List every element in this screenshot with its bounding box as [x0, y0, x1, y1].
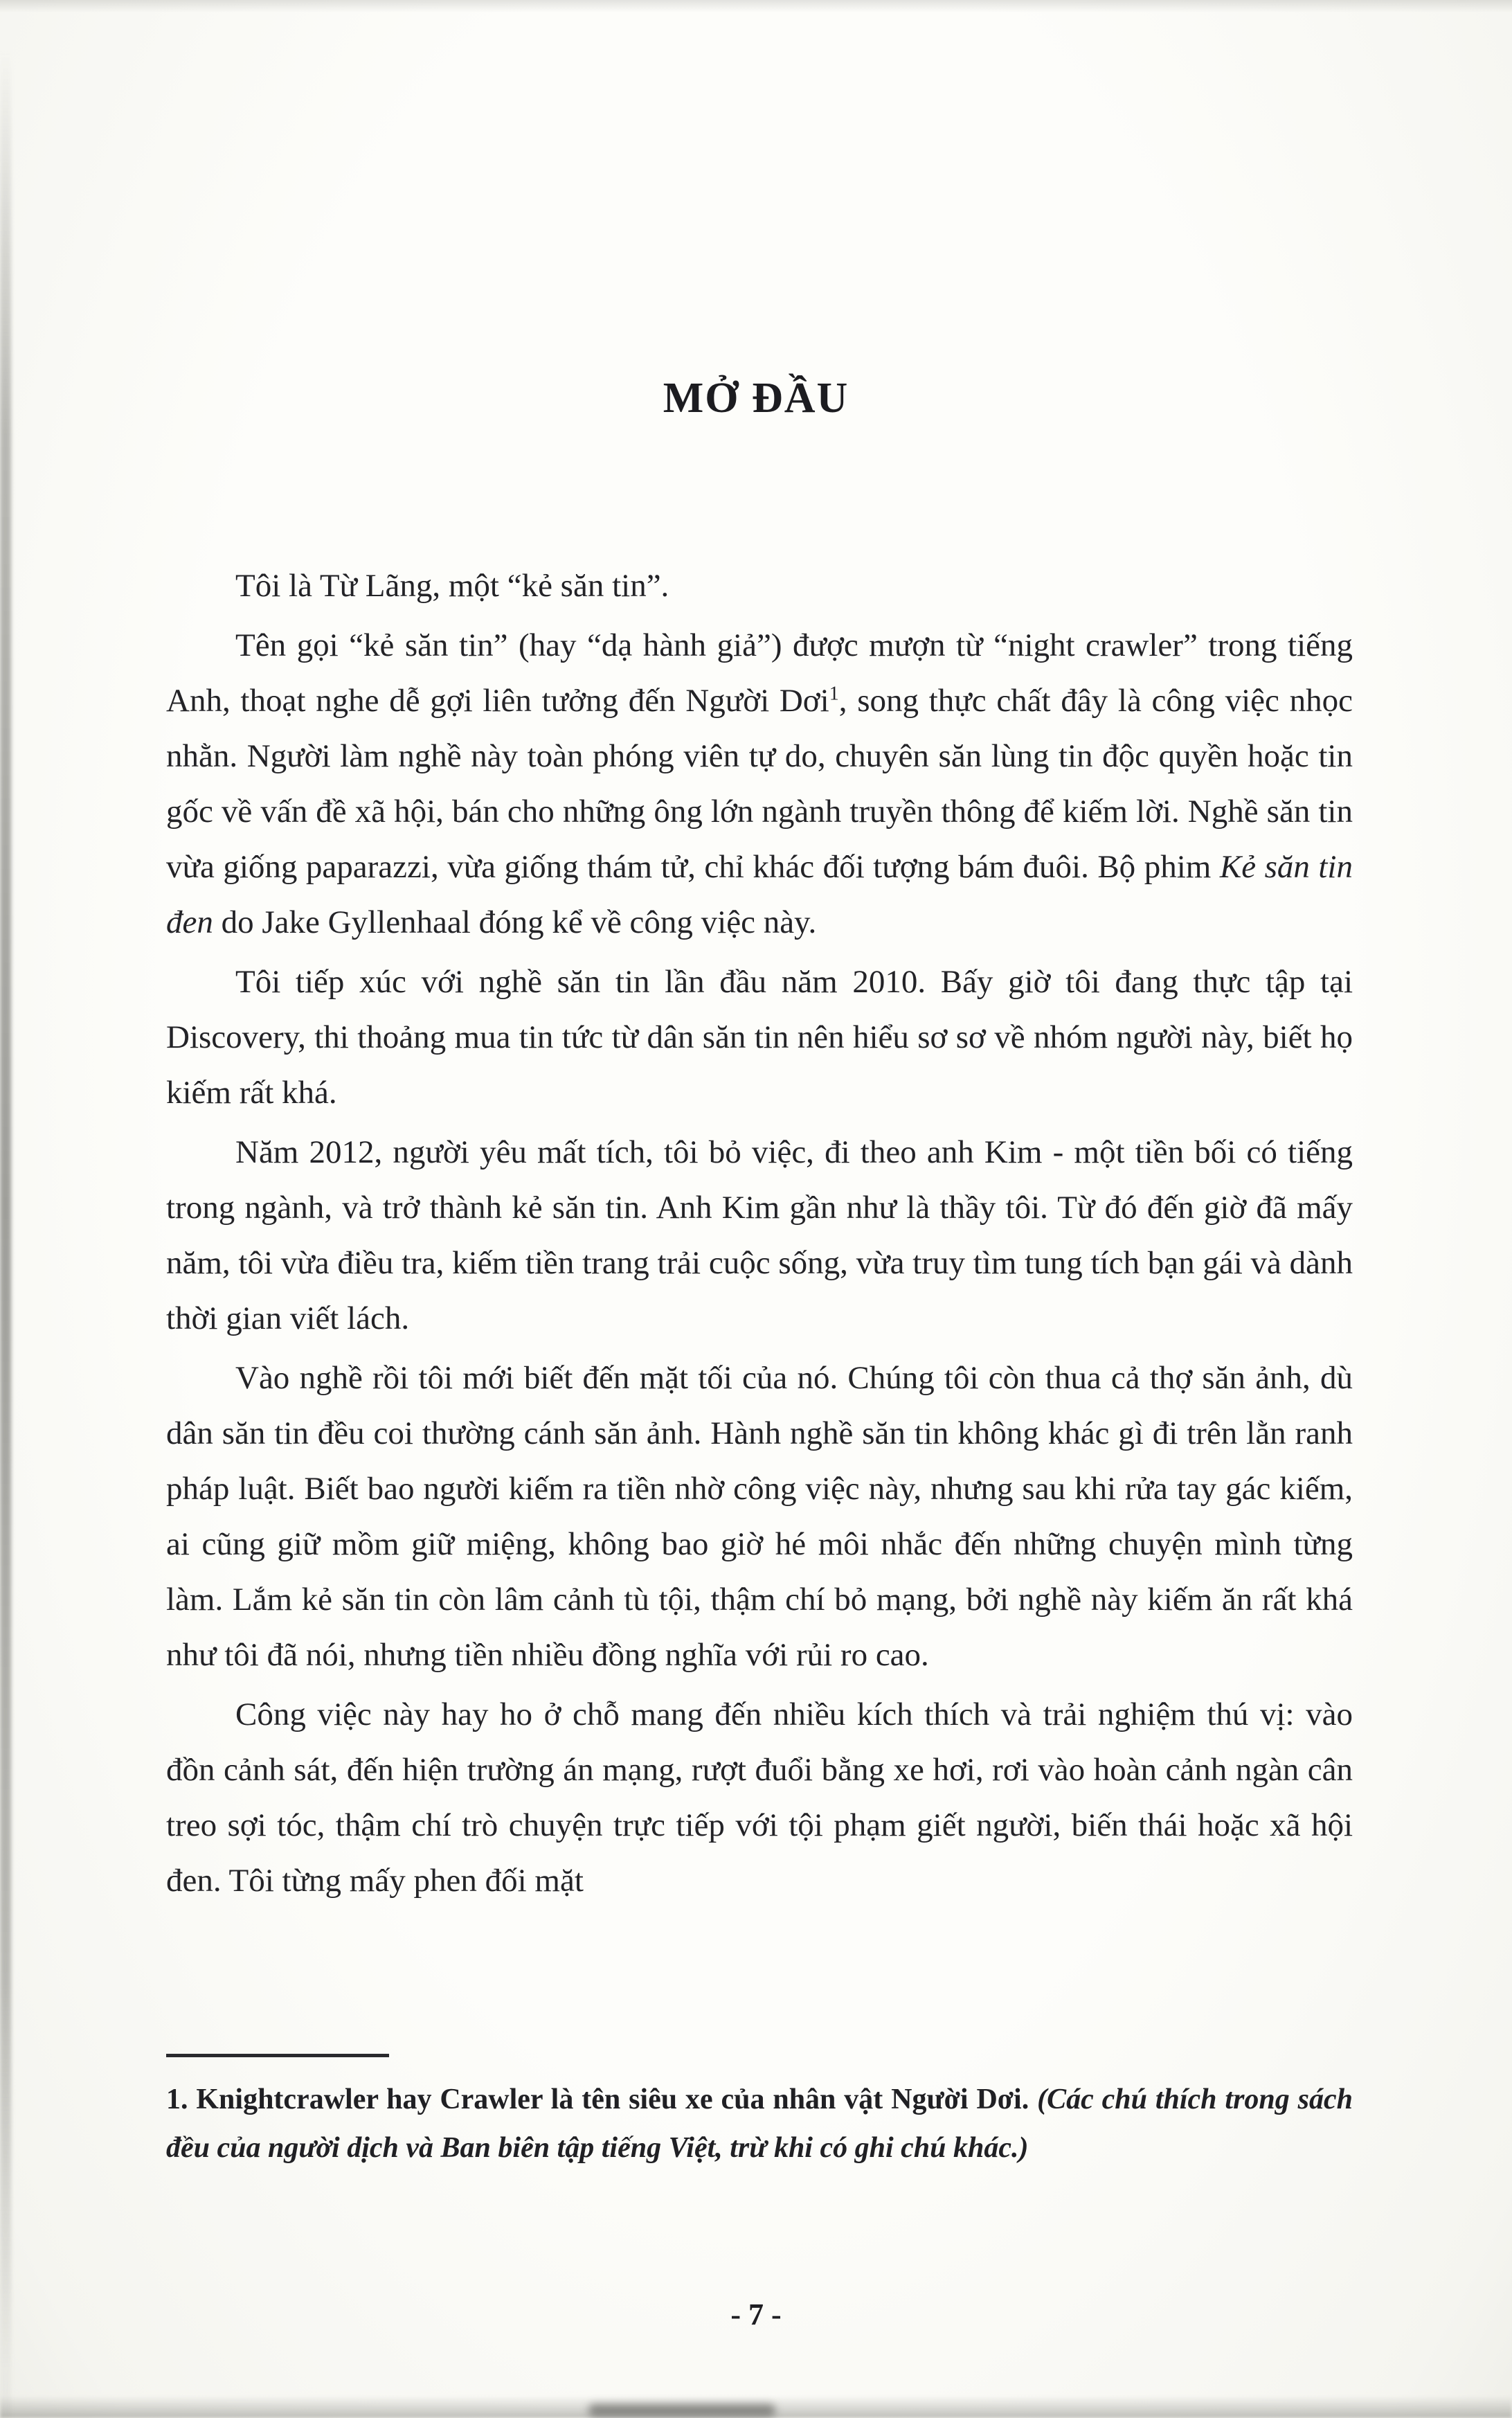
- footnote-reference: 1: [829, 683, 839, 705]
- paragraph-1: [166, 558, 1353, 614]
- footnote-text-run: 1. Knightcrawler hay Crawler là tên siêu xe của nhân vật Người Dơi.: [166, 2084, 1038, 2115]
- footnote: [166, 2075, 1353, 2172]
- text-run: , song thực chất đây là công việc nhọc nhằn. Người làm nghề này toàn phóng viên tự do, chuyên săn lùng tin độc quyền hoặc tin gốc về vấn đề xã hội, bán cho những ông lớn ngành truyền thông để kiếm lời. Nghề săn tin vừa giống paparazzi, vừa giống thám tử, chỉ khác đối tượng bám đuôi. Bộ phim: [166, 683, 1353, 885]
- paragraph-6: [166, 1687, 1353, 1908]
- movie-title-italic-run: Kẻ săn tin đen: [166, 849, 1353, 940]
- footnote-italic-run: (Các chú thích trong sách đều của người dịch và Ban biên tập tiếng Việt, trừ khi có ghi chú khác.): [166, 2084, 1353, 2164]
- text-run: Vào nghề rồi tôi mới biết đến mặt tối của nó. Chúng tôi còn thua cả thợ săn ảnh, dù dân săn tin đều coi thường cánh săn ảnh. Hành nghề săn tin không khác gì đi trên lằn ranh pháp luật. Biết bao người kiếm ra tiền nhờ công việc này, nhưng sau khi rửa tay gác kiếm, ai cũng giữ mồm giữ miệng, không bao giờ hé môi nhắc đến những chuyện mình từng làm. Lắm kẻ săn tin còn lâm cảnh tù tội, thậm chí bỏ mạng, bởi nghề này kiếm ăn rất khá như tôi đã nói, nhưng tiền nhiều đồng nghĩa với rủi ro cao.: [166, 1360, 1353, 1673]
- text-run: Công việc này hay ho ở chỗ mang đến nhiều kích thích và trải nghiệm thú vị: vào đồn cảnh sát, đến hiện trường án mạng, rượt đuổi bằng xe hơi, rơi vào hoàn cảnh ngàn cân treo sợi tóc, thậm chí trò chuyện trực tiếp với tội phạm giết người, biến thái hoặc xã hội đen. Tôi từng mấy phen đối mặt: [166, 1696, 1353, 1899]
- paragraph-3: [166, 954, 1353, 1120]
- paragraph-5: [166, 1350, 1353, 1683]
- footnote-rule: [166, 2054, 389, 2057]
- paragraph-2: [166, 618, 1353, 950]
- scan-shadow-left: [0, 0, 11, 2418]
- paragraph-4: [166, 1125, 1353, 1346]
- scan-shadow-top: [0, 0, 1512, 12]
- page-number: - 7 -: [730, 2298, 782, 2331]
- text-run: Tôi là Từ Lãng, một “kẻ săn tin”.: [235, 568, 669, 604]
- footnote-block: [166, 2054, 1353, 2172]
- text-block: [166, 558, 1353, 1913]
- text-run: Năm 2012, người yêu mất tích, tôi bỏ việc, đi theo anh Kim - một tiền bối có tiếng trong ngành, và trở thành kẻ săn tin. Anh Kim gần như là thầy tôi. Từ đó đến giờ đã mấy năm, tôi vừa điều tra, kiếm tiền trang trải cuộc sống, vừa truy tìm tung tích bạn gái và dành thời gian viết lách.: [166, 1134, 1353, 1336]
- text-run: Tên gọi “kẻ săn tin” (hay “dạ hành giả”) được mượn từ “night crawler” trong tiếng Anh, thoạt nghe dễ gợi liên tưởng đến Người Dơi: [166, 627, 1353, 719]
- text-run: do Jake Gyllenhaal đóng kể về công việc này.: [213, 904, 817, 940]
- scan-smudge-bottom: [588, 2404, 775, 2417]
- page-title: MỞ ĐẦU: [663, 375, 849, 422]
- text-run: Tôi tiếp xúc với nghề săn tin lần đầu năm 2010. Bấy giờ tôi đang thực tập tại Discovery, thi thoảng mua tin tức từ dân săn tin nên hiểu sơ sơ về nhóm người này, biết họ kiếm rất khá.: [166, 964, 1353, 1111]
